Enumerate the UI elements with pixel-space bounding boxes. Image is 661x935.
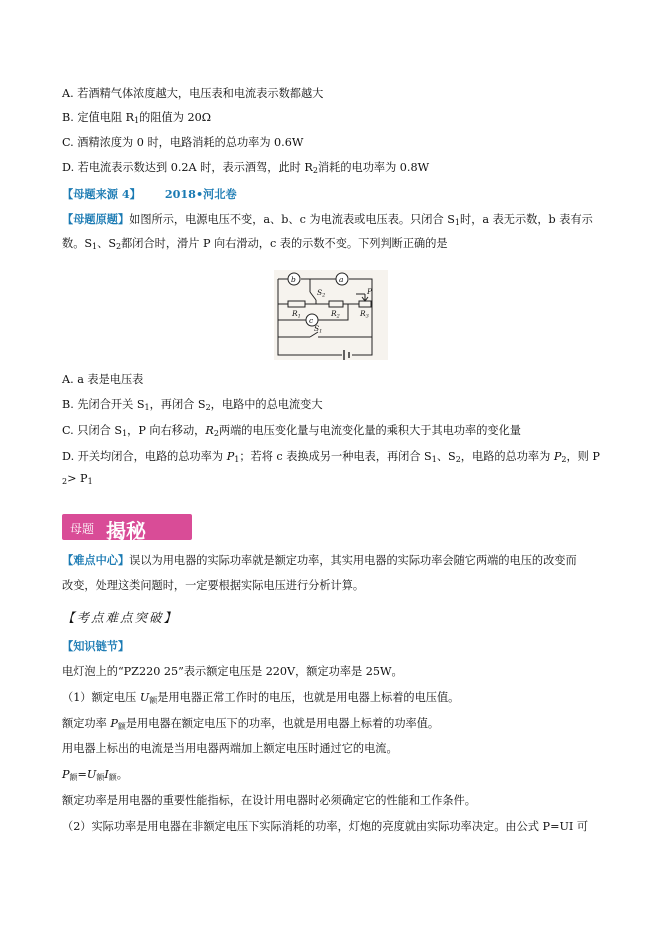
r2-label: $R_2$ xyxy=(331,309,340,320)
knowledge-label: 【知识链节】 xyxy=(62,639,130,653)
r3-label: $R_3$ xyxy=(360,309,369,320)
knowledge-formula: $P_额=U_额I_额$。 xyxy=(62,768,128,782)
knowledge-line-1: 电灯泡上的“PZ220 25”表示额定电压是 220V，额定功率是 25W。 xyxy=(62,665,403,678)
knowledge-line-4: 用电器上标出的电流是当用电器两端加上额定电压时通过它的电流。 xyxy=(62,742,398,755)
difficulty-line-1: 【难点中心】误以为用电器的实际功率就是额定功率，其实用电器的实际功率会随它两端的电压的改变而 xyxy=(62,553,577,567)
option-a-1: A. 若酒精气体浓度越大，电压表和电流表示数都越大 xyxy=(62,87,324,100)
option-b-2: B. 先闭合开关 $S_1$，再闭合 $S_2$，电路中的总电流变大 xyxy=(62,398,323,412)
option-d-2-cont: $_2> P_1$ xyxy=(62,472,93,486)
breakthrough-heading: 【考点难点突破】 xyxy=(62,610,179,625)
option-a-2: A. a 表是电压表 xyxy=(62,373,144,386)
source-year: 2018•河北卷 xyxy=(164,187,237,201)
s1-label: $S_1$ xyxy=(314,324,323,335)
knowledge-line-2: （1）额定电压 $U_额$是用电器正常工作时的电压，也就是用电器上标着的电压值。 xyxy=(62,691,460,705)
difficulty-line-2: 改变，处理这类问题时，一定要根据实际电压进行分析计算。 xyxy=(62,579,365,592)
knowledge-line-7: （2）实际功率是用电器在非额定电压下实际消耗的功率，灯炮的亮度就由实际功率决定。由公式 P=UI 可 xyxy=(62,820,589,833)
difficulty-label: 【难点中心】 xyxy=(62,553,130,567)
option-b-1: B. 定值电阻 $R_1$的阻值为 20Ω xyxy=(62,111,211,125)
meter-b-label: b xyxy=(291,275,296,284)
source-label: 【母题来源 4】 xyxy=(62,187,141,201)
meter-c-label: c xyxy=(309,316,314,325)
knowledge-line-6: 额定功率是用电器的重要性能指标，在设计用电器时必须确定它的性能和工作条件。 xyxy=(62,794,476,807)
option-d-2: D. 开关均闭合，电路的总功率为 $P_1$；若将 c 表换成另一种电表，再闭合 $S_1$、$S_2$，电路的总功率为 $P_2$，则 P xyxy=(62,450,600,464)
knowledge-line-3: 额定功率 $P_额$是用电器在额定电压下的功率，也就是用电器上标着的功率值。 xyxy=(62,717,440,731)
problem-line-1: 【母题原题】如图所示，电源电压不变，a、b、c 为电流表或电压表。只闭合 $S_1$时，a 表无示数，b 表有示 xyxy=(62,212,593,227)
mother-problem-banner: 母题 揭秘 xyxy=(62,514,192,540)
meter-a-label: a xyxy=(339,275,344,284)
problem-label: 【母题原题】 xyxy=(62,212,130,226)
circuit-diagram xyxy=(274,270,388,360)
p-label: P xyxy=(367,287,373,296)
option-d-1: D. 若电流表示数达到 0.2A 时，表示酒驾，此时 $R_2$消耗的电功率为 0.8W xyxy=(62,161,430,175)
s2-label: $S_2$ xyxy=(317,288,326,299)
option-c-1: C. 酒精浓度为 0 时，电路消耗的总功率为 0.6W xyxy=(62,136,304,149)
r1-label: $R_1$ xyxy=(292,309,301,320)
option-c-2: C. 只闭合 $S_1$，P 向右移动，$R_2$两端的电压变化量与电流变化量的乘积大于其电功率的变化量 xyxy=(62,424,521,438)
problem-line-2: 数。$S_1$、$S_2$都闭合时，滑片 P 向右滑动，c 表的示数不变。下列判断正确的是 xyxy=(62,237,448,251)
source-line xyxy=(62,186,237,203)
